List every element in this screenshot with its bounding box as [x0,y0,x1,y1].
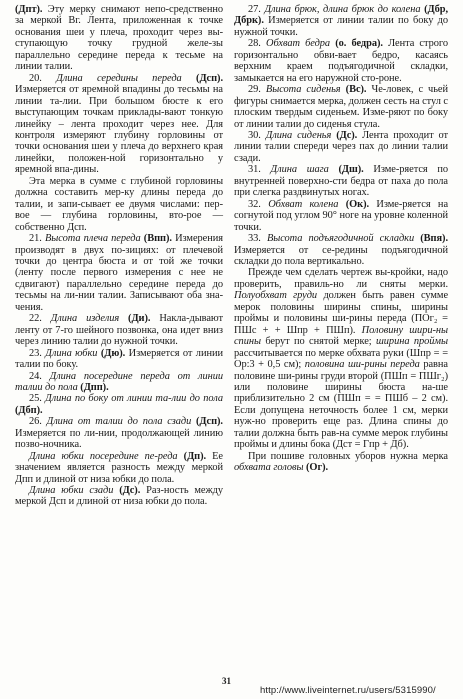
left-paragraph: 22. Длина изделия (Ди). Накла-дывают ленту от 7-го шейного позвонка, она идет вниз через линию талии до нужной точки. [15,313,223,348]
left-paragraph: 21. Высота плеча переда (Впп). Измерения производят в двух по-зициях: от плечевой точки до центра бюста и от той же точки (ленту после первого измерения с нее не сдвигают) параллельно середине переда до тесьмы на ли-нии талии. Записывают оба зна-чения. [15,233,223,313]
left-column [15,4,223,508]
left-paragraph: 25. Длина по боку от линии та-лии до пола (Дбп). [15,393,223,416]
left-paragraph: 24. Длина посередине переда от линии талии до пола (Дпп). [15,370,223,393]
right-paragraph: 33. Высота подъягодичной складки (Впя). Измеряется от се-редины подъягодичной складки до пола вертикально. [234,233,448,267]
right-paragraph: 31. Длина шага (Дш). Изме-ряется по внутренней поверхно-сти бедра от паха до пола при слегка раздвинутых ногах. [234,164,448,199]
right-paragraph: 29. Высота сиденья (Вс). Че-ловек, с чьей фигуры снимается мерка, должен сесть на стул с плоским твердым сиденьем. Изме-ряют по боку от линии талии до сиденья стула. [234,84,448,130]
left-paragraph: (Дпт). Эту мерку снимают непо-средственно за меркой Вг. Лента, приложенная к точке основания шеи у плеча, проходит через вы-ступающую точку грудной желе-зы параллельно середине переда к тесьме на линии талии. [15,4,223,73]
left-paragraph: 23. Длина юбки (Дю). Измеряется от линии талии по боку. [15,347,223,371]
left-paragraph: 26. Длина от талии до пола сзади (Дсп). Измеряется по ли-нии, продолжающей линию позво-ночника. [15,416,223,451]
right-paragraph: 32. Обхват колена (Ок). Изме-ряется на согнутой под углом 90° ноге на уровне коленной точки. [234,198,448,233]
right-paragraph: 30. Длина сиденья (Дс). Лента проходит от линии талии спереди через пах до линии талии сзади. [234,129,448,164]
right-paragraph: 28. Обхват бедра (о. бедра). Лента строго горизонтально обви-вает бедро, касаясь верхним краем подъягодичной складки, замыкается на его наружной сто-роне. [234,38,448,84]
left-paragraph: Эта мерка в сумме с глубиной горловины должна составить мер-ку длины переда до талии, и запи-сывает ее двумя числами: пер-вое — глубина горловины, вто-рое — собственно Дсп. [15,175,223,233]
page-number: 31 [222,676,231,686]
right-paragraph: При пошиве головных уборов нужна мерка обхвата головы (Ог). [234,450,448,474]
right-column [234,4,448,474]
left-paragraph: Длина юбки посередине пе-реда (Дп). Ее значением является разность между меркой Дпп и длиной от низа юбки до пола. [15,450,223,485]
right-paragraph: Прежде чем сделать чертеж вы-кройки, надо проверить, правиль-но ли сняты мерки. Полуобхват груди должен быть равен сумме мерок половины ширины спины, ширины проймы и половины ши-рины переда (ПОг₂ = ПШс + + Шпр + ПШп). Половину шири-ны спины берут по снятой мерке; ширина проймы рассчитывается по мерке обхвата руки (Шпр = = Ор:3 + 0,5 см); половина ши-рины переда равна половине ши-рины груди второй (ПШп = ПШг₂) или половине ширины бюста на-ше приблизительно 2 см (ПШп = = ПШб – 2 см). Если допущена неточность более 1 см, мерки нуж-но проверить еще раз. Длина спины до талии должна быть рав-на сумме мерок глубины проймы и длины бока (Дст = Гпр + Дб). [234,267,449,451]
left-paragraph: Длина юбки сзади (Дс). Раз-ность между меркой Дсп и длиной от низа юбки до пола. [15,485,223,508]
right-paragraph: 27. Длина брюк, длина брюк до колена (Дбр, Дбрк). Измеряется от линии талии по боку до нужной точки. [234,4,448,38]
left-paragraph: 20. Длина середины переда (Дсп). Измеряется от яремной впадины до тесьмы на линии та-лии. При большом бюсте к его выступающим точкам приклады-вают тонкую линейку – лента проходит через нее. Для контроля измеряют глубину горловины от точки основания шеи у плеча до верхнего края линейки, положен-ной горизонтально у яремной впа-дины. [15,72,223,176]
footer-url: http://www.liveinternet.ru/users/5315990/ [260,685,436,696]
